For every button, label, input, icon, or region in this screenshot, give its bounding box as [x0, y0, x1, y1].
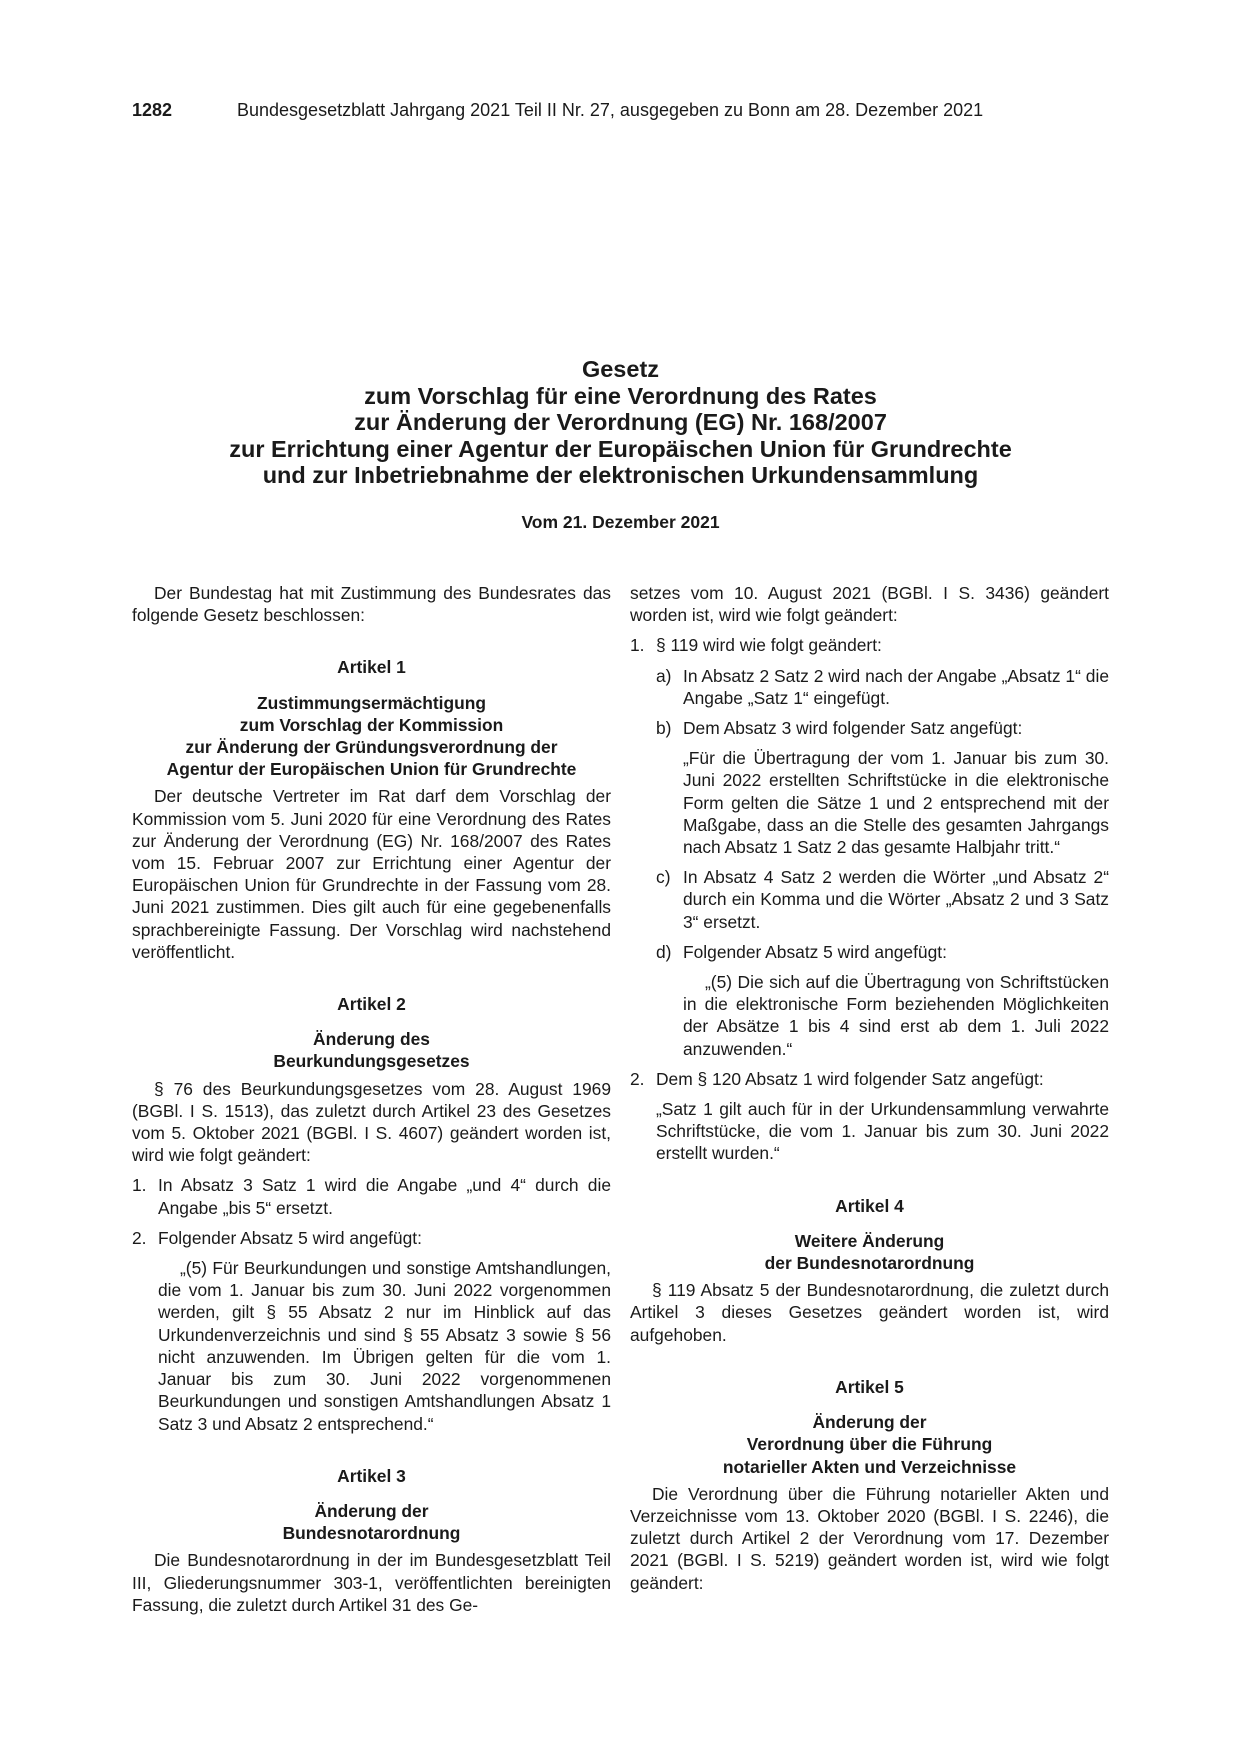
article-3-text: Die Bundesnotarordnung in der im Bundesgesetzblatt Teil III, Gliederungsnummer 303-1, veröffentlichten bereinigten Fassung, die zuletzt durch Artikel 31 des Ge-	[132, 1550, 611, 1615]
article-3-text-continued: setzes vom 10. August 2021 (BGBl. I S. 3436) geändert worden ist, wird wie folgt geändert:	[630, 583, 1109, 626]
article-1-text: Der deutsche Vertreter im Rat darf dem Vorschlag der Kommission vom 5. Juni 2020 für eine Verordnung des Rates zur Änderung der Verordnung (EG) Nr. 168/2007 des Rates vom 15. Februar 2007 zur Errichtung einer Agentur der Europäischen Union für Grundrechte in der Fassung vom 28. Juni 2021 zustimmen. Dies gilt auch für eine gegebenenfalls sprachbereinigte Fassung. Der Vorschlag wird nachstehend veröffentlicht.	[132, 786, 611, 962]
sub-marker: b)	[656, 718, 672, 739]
article-4-title-line: Weitere Änderung	[794, 1230, 945, 1251]
article-2-label: Artikel 2	[337, 994, 406, 1015]
sub-item-text: Folgender Absatz 5 wird angefügt:	[683, 941, 947, 962]
title-line: Gesetz	[581, 356, 660, 382]
running-header	[132, 98, 1111, 122]
left-column	[132, 582, 611, 1616]
article-2-text: § 76 des Beurkundungsgesetzes vom 28. August 1969 (BGBl. I S. 1513), das zuletzt durch Artikel 23 des Gesetzes vom 5. Oktober 2021 (BGBl. I S. 4607) geändert worden ist, wird wie folgt geändert:	[132, 1078, 611, 1166]
list-item	[132, 1174, 611, 1218]
list-item-text: Folgender Absatz 5 wird angefügt:	[158, 1227, 422, 1248]
article-5-title-line: Verordnung über die Führung	[746, 1434, 993, 1455]
intro-paragraph: Der Bundestag hat mit Zustimmung des Bundesrates das folgende Gesetz beschlossen:	[132, 583, 611, 626]
sub-marker: d)	[656, 941, 672, 962]
article-5-label: Artikel 5	[835, 1376, 904, 1397]
sub-item-text: Dem Absatz 3 wird folgender Satz angefügt:	[683, 718, 1023, 739]
list-item	[630, 1068, 1109, 1090]
law-title-block	[130, 356, 1111, 533]
article-3-title-line: Änderung der	[314, 1500, 429, 1521]
title-line: zur Änderung der Verordnung (EG) Nr. 168/2007	[354, 409, 887, 435]
list-item-text: In Absatz 3 Satz 1 wird die Angabe „und 4“ durch die Angabe „bis 5“ ersetzt.	[158, 1175, 611, 1218]
right-column	[630, 582, 1109, 1594]
list-item-text: § 119 wird wie folgt geändert:	[656, 635, 882, 656]
article-4-text: § 119 Absatz 5 der Bundesnotarordnung, die zuletzt durch Artikel 3 dieses Gesetzes geändert worden ist, wird aufgehoben.	[630, 1280, 1109, 1345]
quoted-amendment: „Satz 1 gilt auch für in der Urkundensammlung verwahrte Schriftstücke, die vom 1. Januar bis zum 30. Juni 2022 erstellt wurden.“	[656, 1099, 1109, 1164]
article-1-title-line: zum Vorschlag der Kommission	[239, 714, 504, 735]
running-title: Bundesgesetzblatt Jahrgang 2021 Teil II Nr. 27, ausgegeben zu Bonn am 28. Dezember 2021	[237, 100, 984, 120]
article-5-title-line: Änderung der	[812, 1412, 927, 1433]
article-1-label: Artikel 1	[337, 657, 406, 678]
article-2-title-line: Änderung des	[313, 1029, 430, 1050]
article-4-title-line: der Bundesnotarordnung	[764, 1253, 975, 1274]
quoted-amendment: „(5) Für Beurkundungen und sonstige Amtshandlungen, die vom 1. Januar bis zum 30. Juni 2022 vorgenommen werden, gilt § 55 Absatz 2 nur im Hinblick auf das Urkundenverzeichnis und sind § 55 Absatz 3 sowie § 56 nicht anzuwenden. Im Übrigen gelten für die vom 1. Januar bis zum 30. Juni 2022 vorgenommenen Beurkundungen und sonstigen Amtshandlungen Absatz 1 Satz 3 und Absatz 2 entsprechend.“	[158, 1258, 611, 1434]
list-item	[630, 634, 1109, 656]
list-item	[132, 1227, 611, 1249]
article-1-title-line: Agentur der Europäischen Union für Grundrechte	[166, 759, 577, 780]
article-2-title-line: Beurkundungsgesetzes	[273, 1051, 470, 1072]
law-date: Vom 21. Dezember 2021	[521, 511, 720, 532]
sub-item	[630, 717, 1109, 739]
sub-item-text: In Absatz 4 Satz 2 werden die Wörter „und Absatz 2“ durch ein Komma und die Wörter „Absatz 2 und 3 Satz 3“ ersetzt.	[683, 867, 1109, 932]
page-number: 1282	[132, 100, 173, 120]
quoted-amendment: „Für die Übertragung der vom 1. Januar bis zum 30. Juni 2022 erstellten Schriftstücke in die elektronische Form gelten die Sätze 1 und 2 entsprechend mit der Maßgabe, dass an die Stelle des gesamten Jahrgangs nach Absatz 1 Satz 2 das gesamte Halbjahr tritt.“	[683, 748, 1109, 858]
article-4-label: Artikel 4	[835, 1195, 904, 1216]
title-line: und zur Inbetriebnahme der elektronischen Urkundensammlung	[262, 462, 979, 488]
article-1-title-line: Zustimmungsermächtigung	[257, 692, 486, 713]
list-item-text: Dem § 120 Absatz 1 wird folgender Satz angefügt:	[656, 1068, 1044, 1089]
quoted-amendment: „(5) Die sich auf die Übertragung von Schriftstücken in die elektronische Form beziehenden Möglichkeiten der Absätze 1 bis 4 sind erst ab dem 1. Juli 2022 anzuwenden.“	[683, 972, 1109, 1059]
sub-item-text: In Absatz 2 Satz 2 wird nach der Angabe „Absatz 1“ die Angabe „Satz 1“ eingefügt.	[683, 665, 1109, 708]
list-marker: 1.	[630, 635, 645, 656]
list-marker: 2.	[630, 1068, 645, 1089]
article-3-label: Artikel 3	[337, 1465, 406, 1486]
list-marker: 1.	[132, 1175, 147, 1196]
sub-item	[630, 941, 1109, 963]
list-marker: 2.	[132, 1227, 147, 1248]
title-line: zum Vorschlag für eine Verordnung des Rates	[364, 382, 877, 409]
title-line: zur Errichtung einer Agentur der Europäischen Union für Grundrechte	[229, 435, 1012, 462]
sub-item	[630, 866, 1109, 933]
sub-marker: c)	[656, 867, 671, 888]
article-5-text: Die Verordnung über die Führung notarieller Akten und Verzeichnisse vom 13. Oktober 2020 (BGBl. I S. 2246), die zuletzt durch Artikel 2 der Verordnung vom 17. Dezember 2021 (BGBl. I S. 5219) geändert worden ist, wird wie folgt geändert:	[630, 1483, 1109, 1593]
article-3-title-line: Bundesnotarordnung	[282, 1523, 461, 1544]
article-1-title-line: zur Änderung der Gründungsverordnung der	[185, 737, 558, 758]
sub-marker: a)	[656, 665, 672, 686]
sub-item	[630, 665, 1109, 709]
article-5-title-line: notarieller Akten und Verzeichnisse	[722, 1456, 1017, 1477]
